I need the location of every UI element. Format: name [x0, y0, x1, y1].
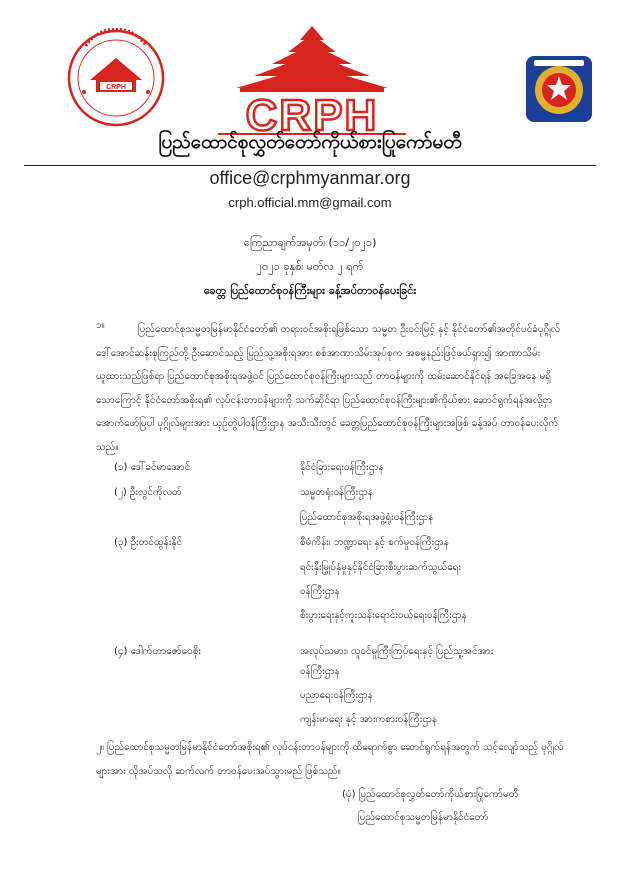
logo-wordmark: CRPH — [245, 91, 379, 140]
appointee-3-ministry-2: ရင်းနှီးမြှုပ်နှံမှုနှင့်နိုင်ငံခြားစီးပွားဆက်သွယ်ရေး — [300, 562, 461, 573]
primary-email[interactable]: office@crphmyanmar.org — [209, 168, 411, 188]
crph-logo — [200, 22, 425, 142]
paragraph-2: ၂။ ပြည်ထောင်စုသမ္မတမြန်မာနိုင်ငံတော်အစိုးရ၏ လုပ်ငန်းတာဝန်များကို ထိရောက်စွာ ဆောင်ရွက်ရန်အတွက် သင့်လျော်သည့် ပုဂ္ဂိုလ်များအား လိုအပ်သလို ဆက်လက် တာဝန်ပေးအပ်သွားမည် ဖြစ်သည်။ — [96, 742, 564, 777]
appointee-3-name: (၃) ဦးတင်ထွန်းနိုင် — [114, 537, 183, 548]
appointee-2-ministry-1: သမ္မတရုံးဝန်ကြီးဌာန — [300, 487, 374, 498]
signature-committee: (ပုံ) ပြည်ထောင်စုလွှတ်တော်ကိုယ်စားပြုကော်မတီ — [342, 789, 519, 800]
organization-title: ပြည်ထောင်စုလွှတ်တော်ကိုယ်စားပြုကော်မတီ — [158, 131, 462, 153]
union-seal-right — [524, 54, 594, 124]
header-divider — [24, 165, 596, 166]
appointee-3-ministry-2-cont: ဝန်ကြီးဌာန — [300, 586, 340, 597]
appointee-4-ministry-2: ပညာရေးဝန်ကြီးဌာန — [300, 690, 373, 701]
crph-seal-left — [66, 28, 166, 128]
notice-subject: ခေတ္တ ပြည်ထောင်စုဝန်ကြီးများ ခန့်အပ်တာဝန်ပေးခြင်း — [203, 284, 417, 297]
appointee-2-ministry-2: ပြည်ထောင်စုအစိုးရအဖွဲ့ရုံးဝန်ကြီးဌာန — [300, 512, 434, 523]
appointee-3-ministry-1: စီမံကိန်း၊ ဘဏ္ဍာရေး နှင့် စက်မှုဝန်ကြီးဌာန — [300, 537, 449, 548]
appointee-4-name: (၄) ဒေါက်တာဇော်ဝေစိုး — [114, 646, 201, 657]
paragraph-1-number: ၁။ — [96, 320, 105, 331]
paragraph-1: ပြည်ထောင်စုသမ္မတမြန်မာနိုင်ငံတော်၏ တရားဝင်အစိုးရဖြစ်သော သမ္မတ ဦးဝင်းမြင့် နှင့် နိုင်ငံတော်၏အတိုင်ပင်ခံပုဂ္ဂိုလ် ဒေါ်အောင်ဆန်းစုကြည်တို့ ဦးဆောင်သည့် ပြည်သူ့အစိုးရအား စစ်အာဏာသိမ်းအုပ်စုက အဓမ္မနည်းဖြင့်ဖယ်ရှား၍ အာဏာသိမ်းယူထားသည်ဖြစ်ရာ ပြည်ထောင်စုအစိုးရအဖွဲ့ဝင် ပြည်ထောင်စုဝန်ကြီးများသည် တာဝန်များကို ထမ်းဆောင်နိုင်ရန် အခြေအနေ မရှိသောကြောင့် နိုင်ငံတော်အစိုးရ၏ လုပ်ငန်းတာဝန်များကို သက်ဆိုင်ရာ ပြည်ထောင်စုဝန်ကြီးများ၏ကိုယ်စား ဆောင်ရွက်ရန်အလို့ငှာ အောက်ဖော်ပြပါ ပုဂ္ဂိုလ်များအား ယှဉ်တွဲပါဝန်ကြီးဌာန အသီးသီးတွင် ခေတ္တပြည်ထောင်စုဝန်ကြီးများအဖြစ် ခန့်အပ် တာဝန်ပေးလိုက်သည်။ — [96, 324, 561, 453]
appointee-4-ministry-1-cont: ဝန်ကြီးဌာန — [300, 666, 340, 677]
svg-text:CRPH: CRPH — [106, 84, 126, 91]
notice-date: ၂၀၂၁ ခုနှစ်၊ မတ်လ ၂ ရက် — [256, 260, 364, 273]
reference-number: ကြေညာချက်အမှတ်၊ (၁၁/၂၀၂၁) — [243, 236, 377, 249]
appointee-1-ministry-1: နိုင်ငံခြားရေးဝန်ကြီးဌာန — [300, 462, 384, 473]
appointee-1-name: (၁) ဒေါ်ခင်မာအောင် — [114, 462, 191, 473]
secondary-email[interactable]: crph.official.mm@gmail.com — [228, 195, 392, 210]
appointee-4-ministry-3: ကျန်းမာရေး နှင့် အားကစားဝန်ကြီးဌာန — [300, 714, 438, 725]
appointee-4-ministry-1: အလုပ်သမား၊ လူဝင်မှုကြီးကြပ်ရေးနှင့် ပြည်သူ့အင်အား — [300, 646, 494, 657]
appointee-3-ministry-3: စီးပွားရေးနှင့်ကူးသန်းရောင်းဝယ်ရေးဝန်ကြီးဌာန — [300, 610, 467, 621]
signature-country: ပြည်ထောင်စုသမ္မတမြန်မာနိုင်ငံတော် — [358, 812, 489, 823]
appointee-2-name: (၂) ဦးလွင်ကိုလတ် — [114, 487, 182, 498]
